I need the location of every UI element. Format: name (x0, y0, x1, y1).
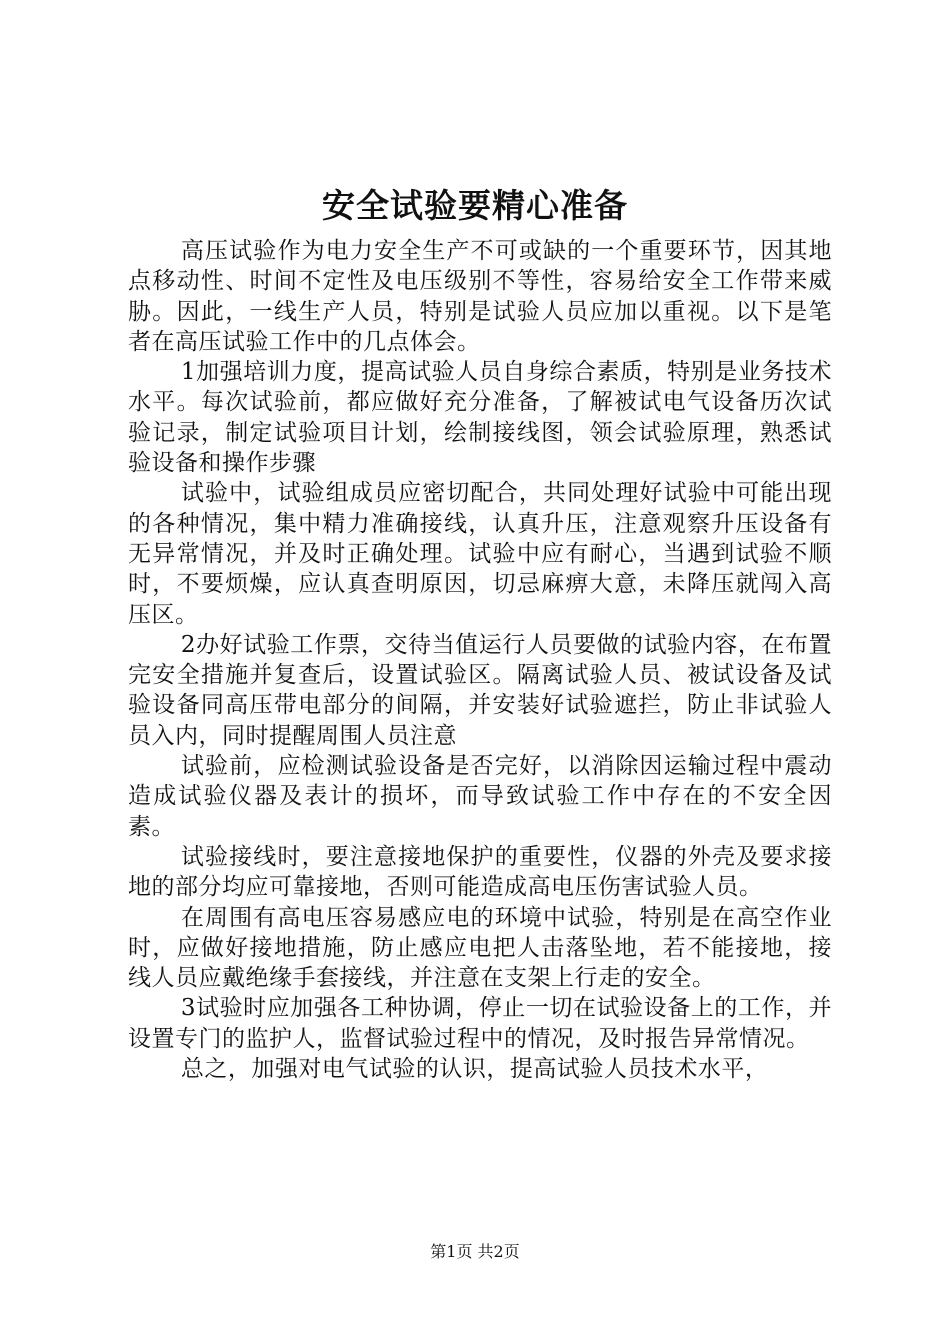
paragraph-coordination: 3试验时应加强各工种协调，停止一切在试验设备上的工作，并设置专门的监护人，监督试验过程中的情况，及时报告异常情况。 (128, 995, 832, 1052)
paragraph-work-ticket: 2办好试验工作票，交待当值运行人员要做的试验内容，在布置完安全措施并复查后，设置试验区。隔离试验人员、被试设备及试验设备同高压带电部分的间隔，并安装好试验遮拦，防止非试验人员入内，同时提醒周围人员注意 (128, 631, 832, 749)
paragraph-intro: 高压试验作为电力安全生产不可或缺的一个重要环节，因其地点移动性、时间不定性及电压级别不等性，容易给安全工作带来威胁。因此，一线生产人员，特别是试验人员应加以重视。以下是笔者在高压试验工作中的几点体会。 (128, 238, 832, 355)
paragraph-summary: 总之，加强对电气试验的认识，提高试验人员技术水平， (180, 1056, 769, 1083)
paragraph-cooperation: 试验中，试验组成员应密切配合，共同处理好试验中可能出现的各种情况，集中精力准确接线，认真升压，注意观察升压设备有无异常情况，并及时正确处理。试验中应有耐心，当遇到试验不顺时，不要烦燥，应认真查明原因，切忌麻痹大意，未降压就闯入高压区。 (128, 480, 832, 628)
paragraph-training: 1加强培训力度，提高试验人员自身综合素质，特别是业务技术水平。每次试验前，都应做好充分准备，了解被试电气设备历次试验记录，制定试验项目计划，绘制接线图，领会试验原理，熟悉试验设备和操作步骤 (128, 359, 832, 477)
paragraph-equipment-check: 试验前，应检测试验设备是否完好，以消除因运输过程中震动造成试验仪器及表计的损坏，而导致试验工作中存在的不安全因素。 (128, 753, 832, 840)
paragraph-induction: 在周围有高电压容易感应电的环境中试验，特别是在高空作业时，应做好接地措施，防止感应电把人击落坠地，若不能接地，接线人员应戴绝缘手套接线，并注意在支架上行走的安全。 (128, 904, 832, 992)
paragraph-grounding: 试验接线时，要注意接地保护的重要性，仪器的外壳及要求接地的部分均应可靠接地，否则可能造成高电压伤害试验人员。 (128, 843, 832, 901)
document-title: 安全试验要精心准备 (322, 186, 628, 225)
document-body (128, 236, 832, 1084)
page-number-footer: 第1页 共2页 (430, 1242, 520, 1261)
